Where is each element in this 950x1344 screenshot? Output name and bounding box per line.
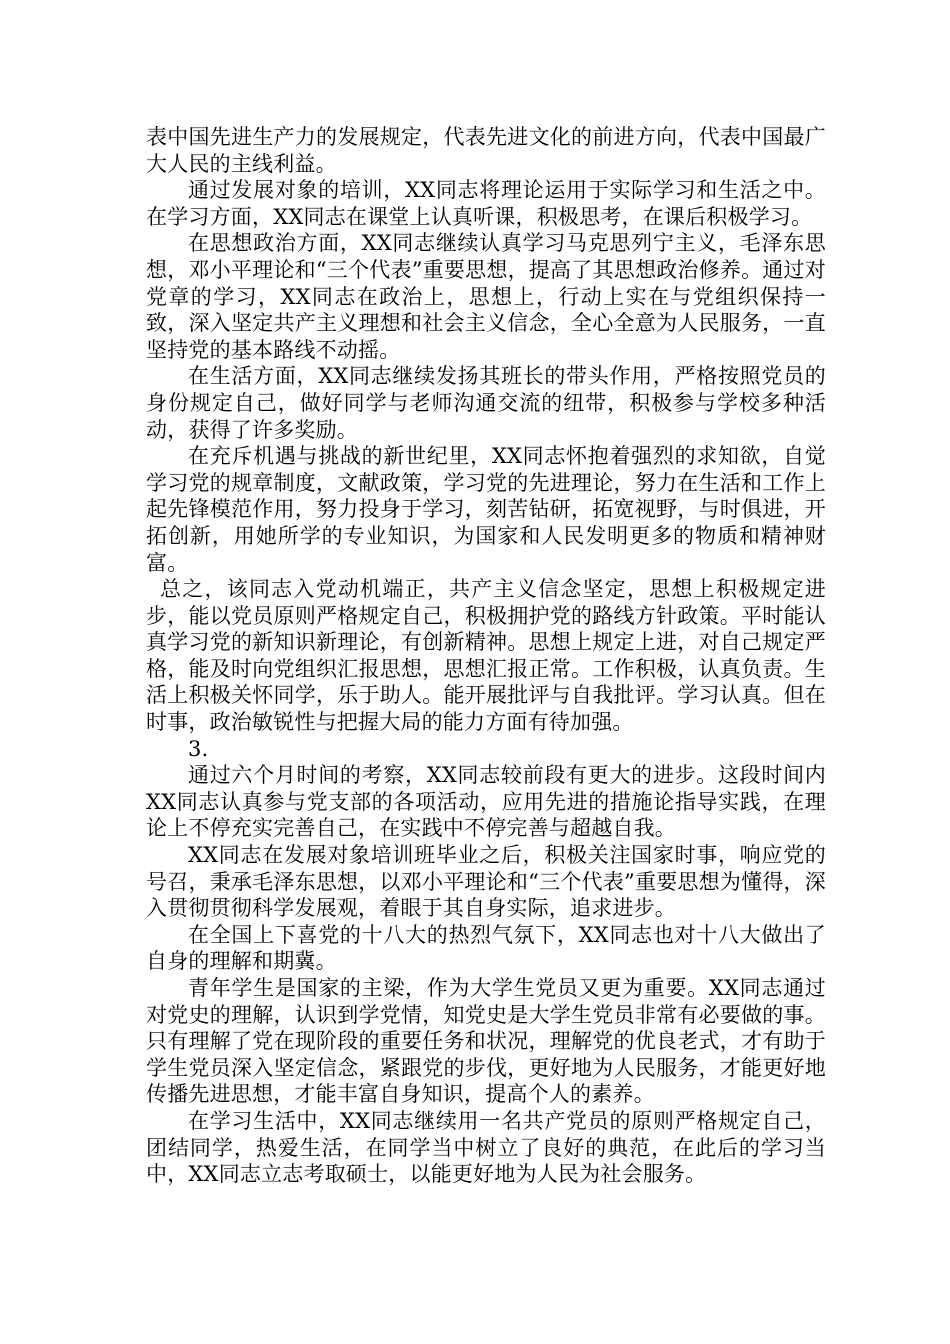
paragraph-5: 在充斥机遇与挑战的新世纪里，XX同志怀抱着强烈的求知欲，自觉学习党的规章制度，文献政策，学习党的先进理论，努力在生活和工作上起先锋模范作用，努力投身于学习，刻苦钻研，拓宽视野，与时俱进，开拓创新，用她所学的专业知识，为国家和人民发明更多的物质和精神财富。 <box>146 444 826 575</box>
paragraph-9: 在全国上下喜党的十八大的热烈气氛下，XX同志也对十八大做出了自身的理解和期冀。 <box>146 922 826 974</box>
paragraph-11: 在学习生活中，XX同志继续用一名共产党员的原则严格规定自己，团结同学，热爱生活，在同学当中树立了良好的典范，在此后的学习当中，XX同志立志考取硕士，以能更好地为人民为社会服务。 <box>146 1108 826 1187</box>
paragraph-7: 通过六个月时间的考察，XX同志较前段有更大的进步。这段时间内XX同志认真参与党支部的各项活动，应用先进的措施论指导实践，在理论上不停充实完善自己，在实践中不停完善与超越自我。 <box>146 763 826 841</box>
paragraph-3: 在思想政治方面，XX同志继续认真学习马克思列宁主义，毛泽东思想，邓小平理论和“三个代表”重要思想，提高了其思想政治修养。通过对党章的学习，XX同志在政治上，思想上，行动上实在与党组织保持一致，深入坚定共产主义理想和社会主义信念，全心全意为人民服务，一直坚持党的基本路线不动摇。 <box>146 231 826 362</box>
paragraph-4: 在生活方面，XX同志继续发扬其班长的带头作用，严格按照党员的身份规定自己，做好同学与老师沟通交流的纽带，积极参与学校多种活动，获得了许多奖励。 <box>146 364 826 442</box>
paragraph-10: 青年学生是国家的主梁，作为大学生党员又更为重要。XX同志通过对党史的理解，认识到学党情，知党史是大学生党员非常有必要做的事。只有理解了党在现阶段的重要任务和状况，理解党的优良老式，才有助于学生党员深入坚定信念，紧跟党的步伐，更好地为人民服务，才能更好地传播先进思想，才能丰富自身知识，提高个人的素养。 <box>146 976 826 1107</box>
document-body <box>146 124 826 1188</box>
paragraph-8: XX同志在发展对象培训班毕业之后，积极关注国家时事，响应党的号召，秉承毛泽东思想，以邓小平理论和“三个代表”重要思想为懂得，深入贯彻贯彻科学发展观，着眼于其自身实际，追求进步。 <box>146 843 826 921</box>
section-number: 3. <box>188 736 209 761</box>
paragraph-1: 表中国先进生产力的发展规定，代表先进文化的前进方向，代表中国最广大人民的主线利益。 <box>146 125 826 176</box>
paragraph-2: 通过发展对象的培训，XX同志将理论运用于实际学习和生活之中。在学习方面，XX同志在课堂上认真听课，积极思考，在课后积极学习。 <box>146 178 826 229</box>
paragraph-6: 总之，该同志入党动机端正，共产主义信念坚定，思想上积极规定进步，能以党员原则严格规定自己，积极拥护党的路线方针政策。平时能认真学习党的新知识新理论，有创新精神。思想上规定上进，对自己规定严格，能及时向党组织汇报思想，思想汇报正常。工作积极，认真负责。生活上积极关怀同学，乐于助人。能开展批评与自我批评。学习认真。但在时事，政治敏锐性与把握大局的能力方面有待加强。 <box>146 577 826 735</box>
